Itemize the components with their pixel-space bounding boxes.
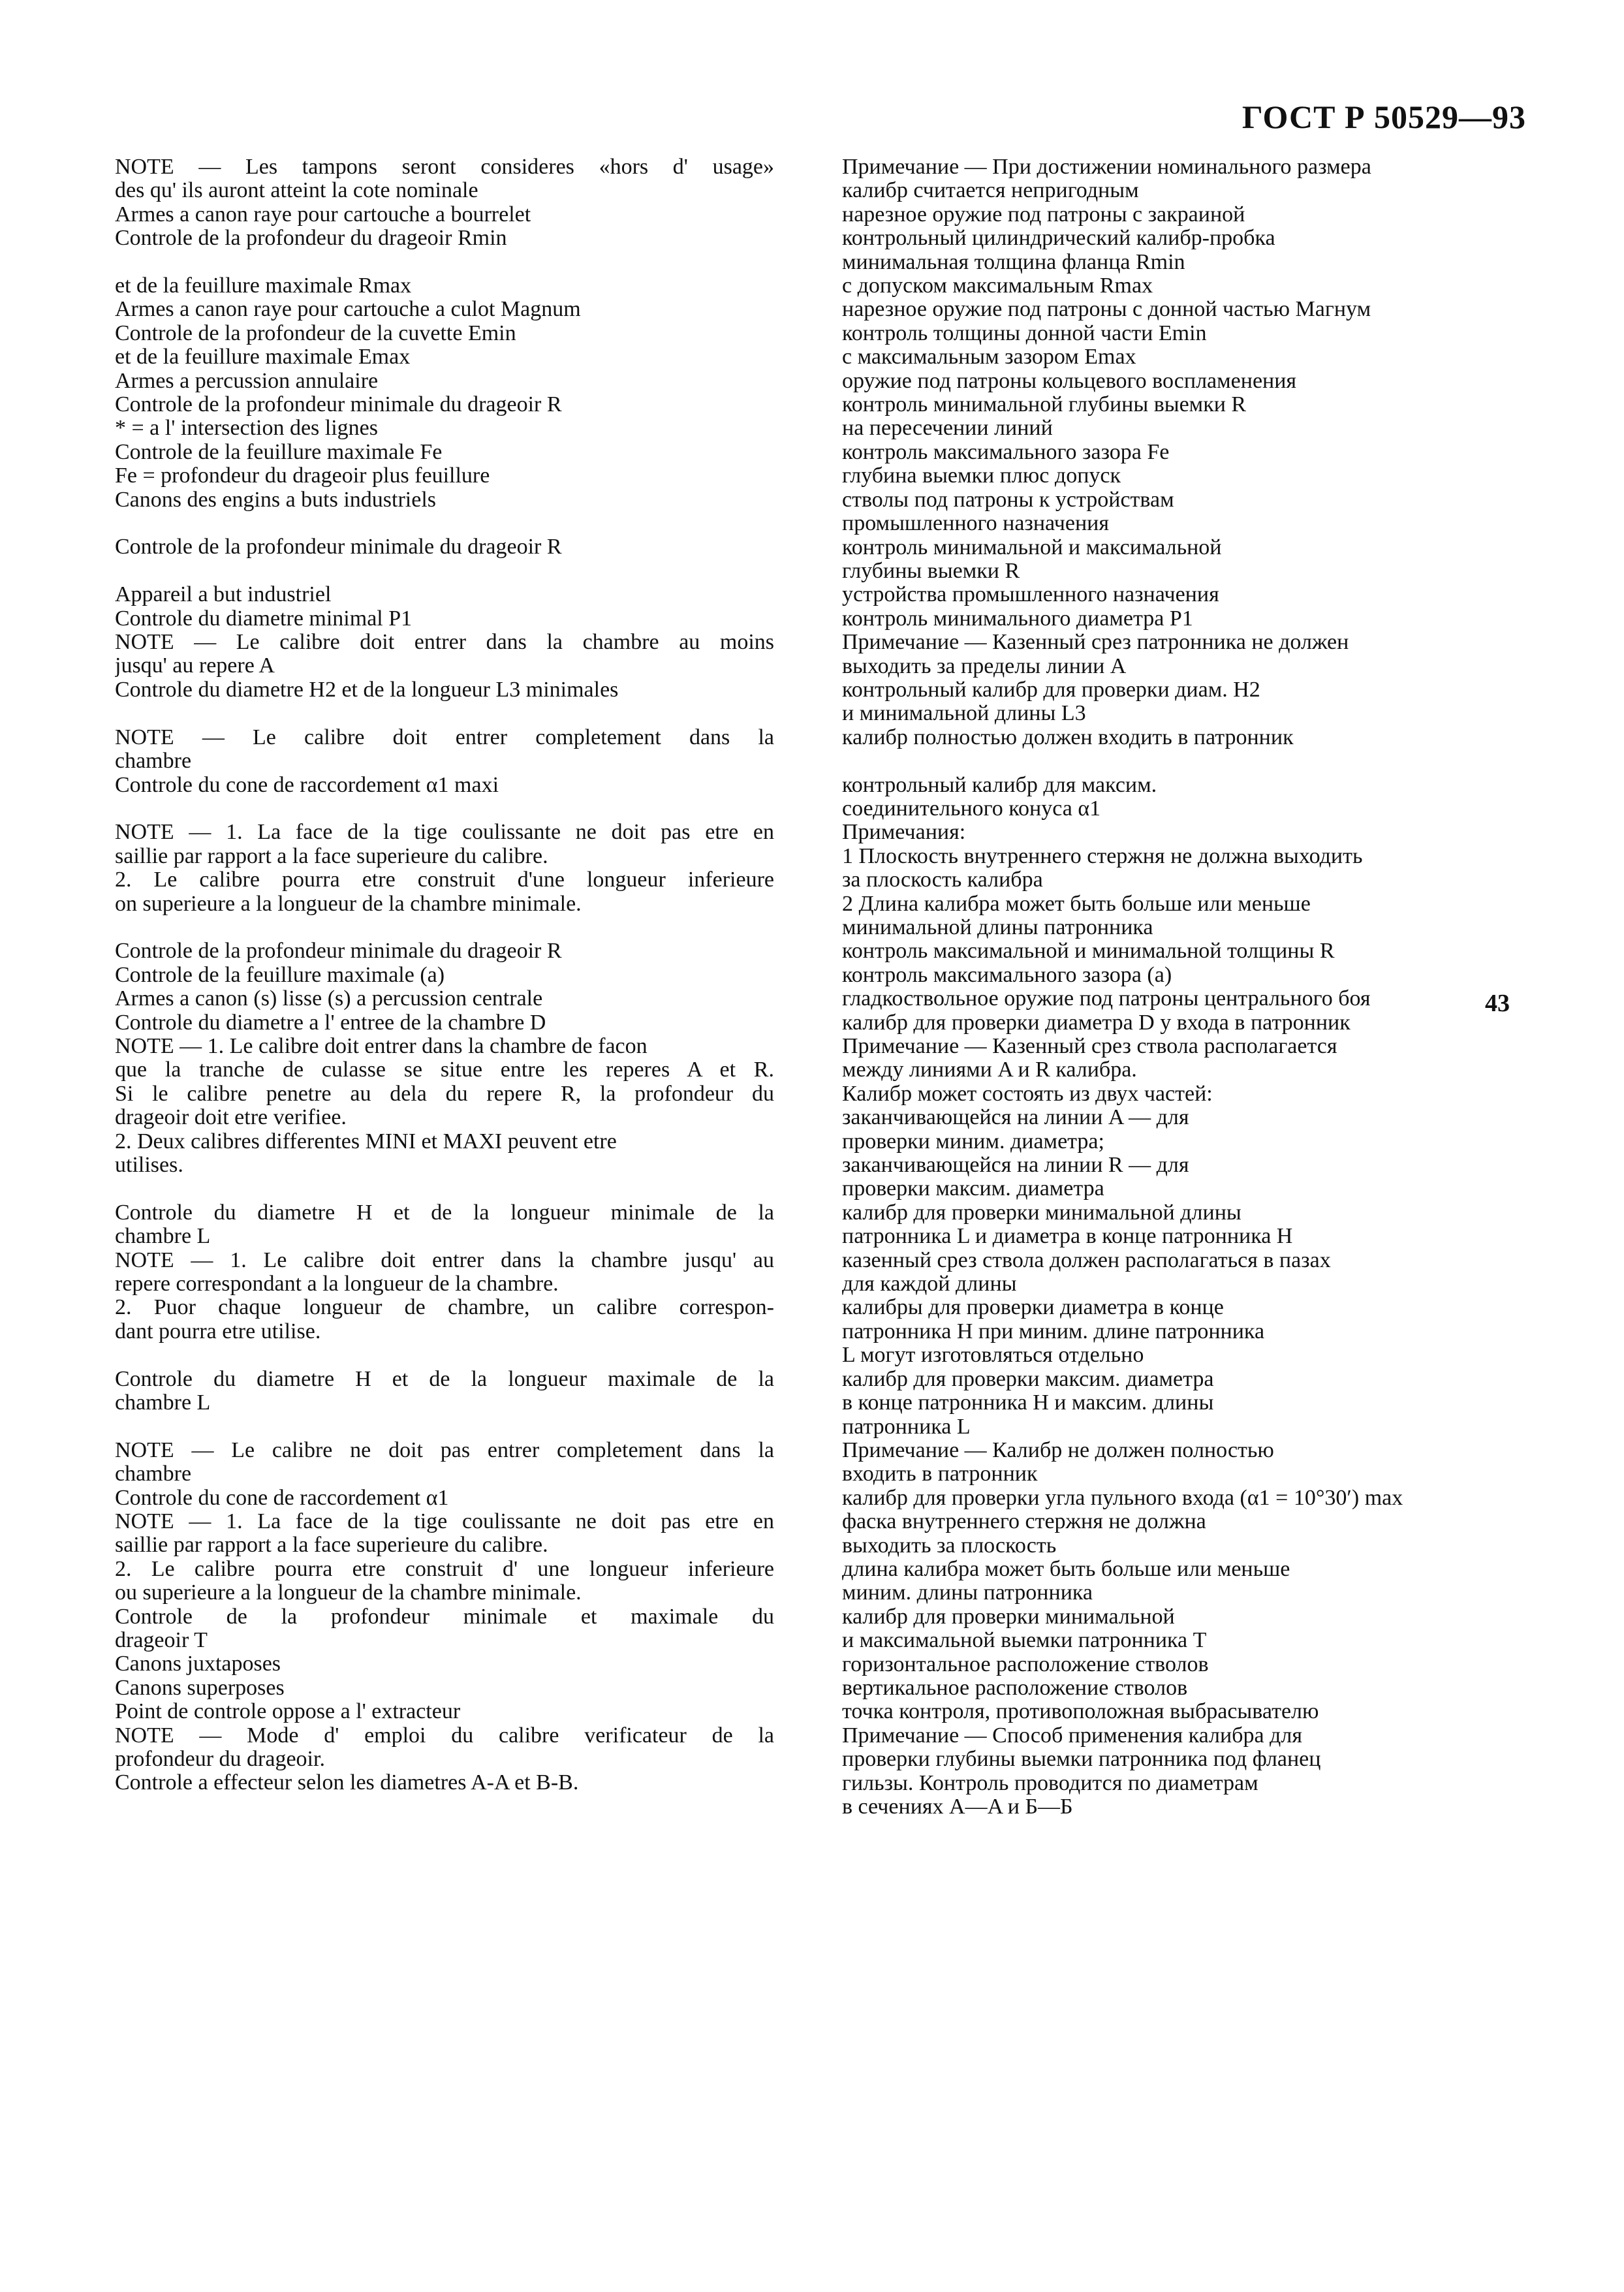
russian-line: калибр для проверки минимальной длины bbox=[842, 1201, 1241, 1225]
russian-column bbox=[842, 155, 1534, 1819]
russian-line: патронника L bbox=[842, 1415, 971, 1439]
french-line: et de la feuillure maximale Emax bbox=[115, 345, 411, 369]
russian-line: гладкоствольное оружие под патроны центрального боя bbox=[842, 987, 1371, 1011]
russian-line: длина калибра может быть больше или меньше bbox=[842, 1557, 1290, 1581]
french-line bbox=[115, 559, 774, 583]
russian-line: глубины выемки R bbox=[842, 559, 1020, 583]
french-line: Controle du diametre H et de la longueur maximale de la bbox=[115, 1367, 774, 1391]
french-line: repere correspondant a la longueur de la chambre. bbox=[115, 1272, 559, 1296]
french-line: ou superieure a la longueur de la chambre minimale. bbox=[115, 1581, 582, 1605]
french-line: * = a l' intersection des lignes bbox=[115, 416, 378, 441]
french-line: NOTE — 1. Le calibre doit entrer dans la chambre de facon bbox=[115, 1034, 648, 1058]
russian-line: вертикальное расположение стволов bbox=[842, 1676, 1188, 1700]
french-line: Controle de la profondeur minimale du drageoir R bbox=[115, 939, 562, 964]
russian-line: контроль минимальной глубины выемки R bbox=[842, 393, 1247, 417]
russian-line: Калибр может состоять из двух частей: bbox=[842, 1082, 1213, 1106]
russian-line: стволы под патроны к устройствам bbox=[842, 488, 1174, 512]
french-line bbox=[115, 797, 774, 821]
french-line: Appareil a but industriel bbox=[115, 583, 332, 607]
french-line: Controle du cone de raccordement α1 bbox=[115, 1486, 449, 1510]
russian-line: калибр считается непригодным bbox=[842, 179, 1139, 203]
french-line: Controle de la profondeur de la cuvette Emin bbox=[115, 321, 516, 345]
french-line: et de la feuillure maximale Rmax bbox=[115, 274, 412, 298]
french-line: NOTE — Les tampons seront consideres «hors d' usage» bbox=[115, 155, 774, 179]
french-line: Armes a percussion annulaire bbox=[115, 369, 379, 393]
russian-line: контроль минимального диаметра P1 bbox=[842, 606, 1193, 631]
russian-line: и минимальной длины L3 bbox=[842, 702, 1086, 726]
french-line bbox=[115, 251, 774, 274]
russian-line: проверки максим. диаметра bbox=[842, 1177, 1104, 1201]
russian-line: патронника L и диаметра в конце патронника H bbox=[842, 1225, 1293, 1249]
russian-line: контрольный калибр для проверки диам. H2 bbox=[842, 678, 1260, 702]
french-line: saillie par rapport a la face superieure du calibre. bbox=[115, 1533, 548, 1558]
russian-line: на пересечении линий bbox=[842, 416, 1053, 441]
russian-line: L могут изготовляться отдельно bbox=[842, 1343, 1144, 1368]
french-line: Canons juxtaposes bbox=[115, 1652, 281, 1676]
russian-line: калибр для проверки угла пульного входа (α1 = 10°30′) max bbox=[842, 1486, 1403, 1510]
french-line: Canons superposes bbox=[115, 1676, 285, 1700]
russian-line: выходить за пределы линии A bbox=[842, 654, 1127, 678]
french-line: NOTE — Mode d' emploi du calibre verificateur de la bbox=[115, 1723, 774, 1748]
russian-line: в сечениях A—A и Б—Б bbox=[842, 1795, 1073, 1819]
russian-line: Примечания: bbox=[842, 821, 966, 845]
russian-line: соединительного конуса α1 bbox=[842, 796, 1101, 821]
russian-line: контроль толщины донной части Emin bbox=[842, 321, 1207, 345]
french-line: NOTE — 1. La face de la tige coulissante ne doit pas etre en bbox=[115, 821, 774, 845]
french-line: NOTE — Le calibre doit entrer completement dans la bbox=[115, 725, 774, 749]
russian-line: Примечание — При достижении номинального размера bbox=[842, 155, 1371, 179]
french-line: Controle de la feuillure maximale Fe bbox=[115, 440, 443, 464]
russian-line: для каждой длины bbox=[842, 1272, 1017, 1296]
russian-line: калибр полностью должен входить в патронник bbox=[842, 725, 1294, 749]
french-line: chambre L bbox=[115, 1225, 211, 1249]
french-line: utilises. bbox=[115, 1153, 183, 1177]
russian-line: горизонтальное расположение стволов bbox=[842, 1652, 1209, 1676]
french-line: chambre bbox=[115, 1462, 192, 1486]
french-line bbox=[115, 916, 774, 939]
french-line: NOTE — 1. La face de la tige coulissante ne doit pas etre en bbox=[115, 1510, 774, 1534]
russian-line: проверки глубины выемки патронника под фланец bbox=[842, 1748, 1321, 1772]
french-line: Fe = profondeur du drageoir plus feuillure bbox=[115, 464, 490, 488]
french-line: que la tranche de culasse se situe entre les reperes A et R. bbox=[115, 1058, 774, 1082]
document-header-standard: ГОСТ Р 50529—93 bbox=[1241, 99, 1526, 135]
french-line: Controle de la profondeur minimale et maximale du bbox=[115, 1605, 774, 1629]
french-line: Point de controle oppose a l' extracteur bbox=[115, 1700, 461, 1724]
russian-line: калибр для проверки минимальной bbox=[842, 1605, 1175, 1629]
russian-line: выходить за плоскость bbox=[842, 1533, 1057, 1558]
french-line: Controle de la profondeur minimale du drageoir R bbox=[115, 535, 562, 559]
russian-line: гильзы. Контроль проводится по диаметрам bbox=[842, 1771, 1258, 1795]
russian-line: нарезное оружие под патроны с закраиной bbox=[842, 202, 1245, 227]
russian-line: за плоскость калибра bbox=[842, 868, 1043, 892]
russian-line: патронника H при миним. длине патронника bbox=[842, 1319, 1265, 1343]
french-line bbox=[115, 1415, 774, 1438]
french-line bbox=[115, 512, 774, 535]
french-line: drageoir doit etre verifiee. bbox=[115, 1106, 347, 1130]
french-line: Armes a canon raye pour cartouche a bourrelet bbox=[115, 202, 531, 227]
russian-line: калибр для проверки диаметра D у входа в патронник bbox=[842, 1011, 1351, 1035]
russian-line: контроль максимальной и минимальной толщины R bbox=[842, 939, 1335, 964]
russian-line: контрольный калибр для максим. bbox=[842, 773, 1157, 797]
russian-line: Примечание — Казенный срез патронника не должен bbox=[842, 631, 1349, 655]
french-line: Controle du diametre a l' entree de la chambre D bbox=[115, 1011, 546, 1035]
french-line: NOTE — Le calibre ne doit pas entrer completement dans la bbox=[115, 1438, 774, 1462]
russian-line: минимальной длины патронника bbox=[842, 915, 1153, 939]
french-line: 2. Le calibre pourra etre construit d'une longueur inferieure bbox=[115, 868, 774, 892]
russian-line: глубина выемки плюс допуск bbox=[842, 464, 1121, 488]
russian-line: заканчивающейся на линии R — для bbox=[842, 1154, 1189, 1178]
russian-line: миним. длины патронника bbox=[842, 1581, 1093, 1605]
russian-line: нарезное оружие под патроны с донной частью Магнум bbox=[842, 298, 1371, 322]
russian-line: точка контроля, противоположная выбрасывателю bbox=[842, 1700, 1319, 1724]
french-line: Controle du diametre H et de la longueur minimale de la bbox=[115, 1201, 774, 1225]
french-line: NOTE — Le calibre doit entrer dans la chambre au moins bbox=[115, 631, 774, 655]
french-line: Si le calibre penetre au dela du repere R, la profondeur du bbox=[115, 1082, 774, 1106]
russian-line: 1 Плоскость внутреннего стержня не должна выходить bbox=[842, 844, 1363, 868]
french-line: dant pourra etre utilise. bbox=[115, 1319, 321, 1343]
french-line: Controle de la profondeur du drageoir Rmin bbox=[115, 227, 507, 251]
french-line: saillie par rapport a la face superieure du calibre. bbox=[115, 844, 548, 868]
french-line: on superieure a la longueur de la chambre minimale. bbox=[115, 892, 582, 916]
french-line: 2. Puor chaque longueur de chambre, un calibre correspon- bbox=[115, 1296, 774, 1320]
french-line bbox=[115, 1343, 774, 1367]
french-line: Controle du diametre minimal P1 bbox=[115, 606, 413, 631]
russian-line: заканчивающейся на линии A — для bbox=[842, 1106, 1189, 1130]
french-line: drageoir T bbox=[115, 1629, 208, 1653]
russian-line: минимальная толщина фланца Rmin bbox=[842, 250, 1185, 274]
french-line: Armes a canon raye pour cartouche a culot Magnum bbox=[115, 298, 581, 322]
french-line bbox=[115, 702, 774, 725]
russian-line: калибры для проверки диаметра в конце bbox=[842, 1296, 1224, 1320]
russian-line: оружие под патроны кольцевого воспламенения bbox=[842, 369, 1297, 393]
french-line: Armes a canon (s) lisse (s) a percussion centrale bbox=[115, 987, 543, 1011]
french-line: Controle du cone de raccordement α1 maxi bbox=[115, 773, 499, 797]
french-line: 2. Deux calibres differentes MINI et MAXI peuvent etre bbox=[115, 1129, 617, 1154]
french-line: Canons des engins a buts industriels bbox=[115, 488, 437, 512]
french-line: Controle du diametre H2 et de la longueur L3 minimales bbox=[115, 678, 619, 702]
russian-line: Примечание — Калибр не должен полностью bbox=[842, 1438, 1274, 1462]
russian-line: калибр для проверки максим. диаметра bbox=[842, 1367, 1214, 1391]
russian-line: входить в патронник bbox=[842, 1462, 1038, 1486]
russian-line: Примечание — Способ применения калибра для bbox=[842, 1723, 1302, 1748]
french-line: NOTE — 1. Le calibre doit entrer dans la chambre jusqu' au bbox=[115, 1248, 774, 1272]
french-line: jusqu' au repere A bbox=[115, 654, 275, 678]
russian-line: промышленного назначения bbox=[842, 512, 1109, 536]
russian-line: контрольный цилиндрический калибр-пробка bbox=[842, 227, 1275, 251]
russian-line: в конце патронника H и максим. длины bbox=[842, 1391, 1214, 1415]
french-line: chambre bbox=[115, 749, 192, 774]
russian-line: проверки миним. диаметра; bbox=[842, 1129, 1104, 1154]
russian-line: с максимальным зазором Emax bbox=[842, 345, 1136, 369]
french-line: chambre L bbox=[115, 1391, 211, 1415]
russian-line: казенный срез ствола должен располагаться в пазах bbox=[842, 1248, 1331, 1272]
french-line: Controle de la feuillure maximale (a) bbox=[115, 963, 445, 987]
russian-line: и максимальной выемки патронника T bbox=[842, 1629, 1207, 1653]
russian-line: контроль минимальной и максимальной bbox=[842, 535, 1222, 559]
french-line: Controle a effecteur selon les diametres A-A et B-B. bbox=[115, 1771, 579, 1795]
russian-line: фаска внутреннего стержня не должна bbox=[842, 1510, 1206, 1534]
russian-line: с допуском максимальным Rmax bbox=[842, 274, 1153, 298]
russian-line: между линиями A и R калибра. bbox=[842, 1058, 1137, 1082]
russian-line: Примечание — Казенный срез ствола располагается bbox=[842, 1035, 1337, 1059]
french-line: Controle de la profondeur minimale du drageoir R bbox=[115, 393, 562, 417]
russian-line: устройства промышленного назначения bbox=[842, 583, 1219, 607]
page-number: 43 bbox=[1485, 990, 1510, 1017]
russian-line: контроль максимального зазора Fe bbox=[842, 440, 1170, 464]
french-line: 2. Le calibre pourra etre construit d' une longueur inferieure bbox=[115, 1557, 774, 1581]
french-line bbox=[115, 1177, 774, 1201]
russian-line bbox=[842, 749, 1534, 773]
french-column bbox=[115, 155, 774, 1795]
french-line: des qu' ils auront atteint la cote nominale bbox=[115, 179, 478, 203]
russian-line: 2 Длина калибра может быть больше или меньше bbox=[842, 892, 1311, 916]
russian-line: контроль максимального зазора (a) bbox=[842, 963, 1172, 987]
french-line: profondeur du drageoir. bbox=[115, 1748, 325, 1772]
